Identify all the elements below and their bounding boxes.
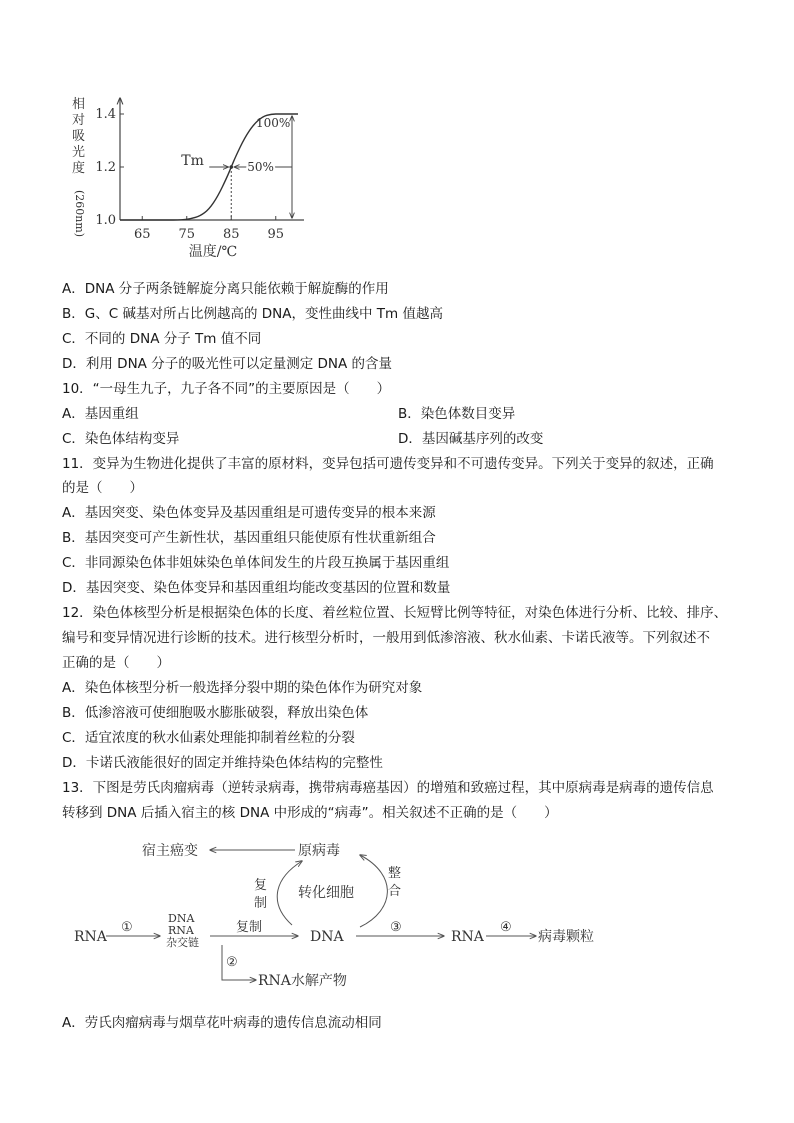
step-2-label: ② [226,955,238,970]
y-axis-label-char: 吸 [72,129,86,144]
integrate-vertical-2: 合 [388,884,402,899]
y-tick-label: 1.2 [95,160,116,175]
q13-stem-line2: 转移到 DNA 后插入宿主的核 DNA 中形成的“病毒”。相关叙述不正确的是（ ） [62,805,558,821]
q9-option-d: D．利用 DNA 分子的吸光性可以定量测定 DNA 的含量 [62,356,393,372]
q12-option-b: B．低渗溶液可使细胞吸水膨胀破裂，释放出染色体 [62,705,369,721]
q12-stem-line1: 12．染色体核型分析是根据染色体的长度、着丝粒位置、长短臂比例等特征，对染色体进行分析、比较、排序、 [62,605,728,621]
y-tick-label: 1.0 [95,213,116,228]
q12-option-d: D．卡诺氏液能很好的固定并维持染色体结构的完整性 [62,755,383,771]
q13-option-a: A．劳氏肉瘤病毒与烟草花叶病毒的遗传信息流动相同 [62,1015,382,1031]
rna-hydrolysis-label: RNA水解产物 [258,973,347,989]
rna-left-label: RNA [74,929,107,945]
q13-stem-line1: 13．下图是劳氏肉瘤病毒（逆转录病毒，携带病毒癌基因）的增殖和致癌过程，其中原病毒是病毒的遗传信息 [62,780,714,796]
arrow-dna-to-provirus-integrate [360,855,387,927]
host-cancer-label: 宿主癌变 [142,843,198,859]
step-4-label: ④ [500,920,512,935]
x-axis-label: 温度/℃ [188,244,238,260]
retrovirus-diagram [60,835,620,995]
y-axis-label-unit: (260nm) [73,190,86,238]
rna-right-label: RNA [451,929,484,945]
pct100-label: 100% [256,116,291,130]
virus-particle-label: 病毒颗粒 [538,929,594,945]
y-axis-label-char: 光 [72,145,86,160]
q11-option-a: A．基因突变、染色体变异及基因重组是可遗传变异的根本来源 [62,505,436,521]
x-tick-label: 95 [267,227,285,242]
pct50-label: 50% [247,160,274,174]
y-tick-label: 1.4 [95,107,116,122]
step-3-label: ③ [390,920,402,935]
provirus-label: 原病毒 [298,843,340,859]
q10-option-d: D．基因碱基序列的改变 [398,431,544,447]
q9-option-b: B．G、C 碱基对所占比例越高的 DNA，变性曲线中 Tm 值越高 [62,306,443,322]
integrate-vertical-1: 整 [388,866,402,881]
q11-stem-line1: 11．变异为生物进化提供了丰富的原材料，变异包括可遗传变异和不可遗传变异。下列关于变异的叙述，正确 [62,456,714,472]
step-1-label: ① [121,920,133,935]
q12-option-c: C．适宜浓度的秋水仙素处理能抑制着丝粒的分裂 [62,730,355,746]
replicate-horizontal-label: 复制 [236,920,263,935]
hybrid-line-2: RNA [168,924,194,937]
x-tick-label: 65 [133,227,151,242]
replicate-vertical-1: 复 [254,878,268,893]
x-tick-label: 75 [178,227,196,242]
q11-option-c: C．非同源染色体非姐妹染色单体间发生的片段互换属于基因重组 [62,555,450,571]
q10-option-a: A．基因重组 [62,406,139,422]
q11-option-b: B．基因突变可产生新性状，基因重组只能使原有性状重新组合 [62,530,436,546]
q12-stem-line3: 正确的是（ ） [62,655,170,671]
q10-option-b: B．染色体数目变异 [398,406,516,422]
q11-option-d: D．基因突变、染色体变异和基因重组均能改变基因的位置和数量 [62,580,451,596]
y-axis-label-char: 相 [72,97,86,112]
transform-cell-label: 转化细胞 [298,885,354,901]
q12-stem-line2: 编号和变异情况进行诊断的技术。进行核型分析时，一般用到低渗溶液、秋水仙素、卡诺氏液等。下列叙述不 [62,630,710,646]
hybrid-line-1: DNA [168,912,195,925]
q9-option-c: C．不同的 DNA 分子 Tm 值不同 [62,331,262,347]
q11-stem-line2: 的是（ ） [62,480,143,496]
q10-stem: 10．“一母生九子，九子各不同”的主要原因是（ ） [62,381,391,397]
q10-option-c: C．染色体结构变异 [62,431,180,447]
y-axis-label-char: 对 [72,113,86,128]
dna-label: DNA [310,929,344,945]
tm-label: Tm [181,153,204,169]
q9-option-a: A．DNA 分子两条链解旋分离只能依赖于解旋酶的作用 [62,281,389,297]
q12-option-a: A．染色体核型分析一般选择分裂中期的染色体作为研究对象 [62,680,423,696]
melting-curve-chart [66,94,310,262]
y-axis-label-char: 度 [72,161,86,176]
x-tick-label: 85 [222,227,240,242]
hybrid-line-3: 杂交链 [166,936,199,949]
replicate-vertical-2: 制 [254,896,268,911]
tm-point [229,165,233,169]
